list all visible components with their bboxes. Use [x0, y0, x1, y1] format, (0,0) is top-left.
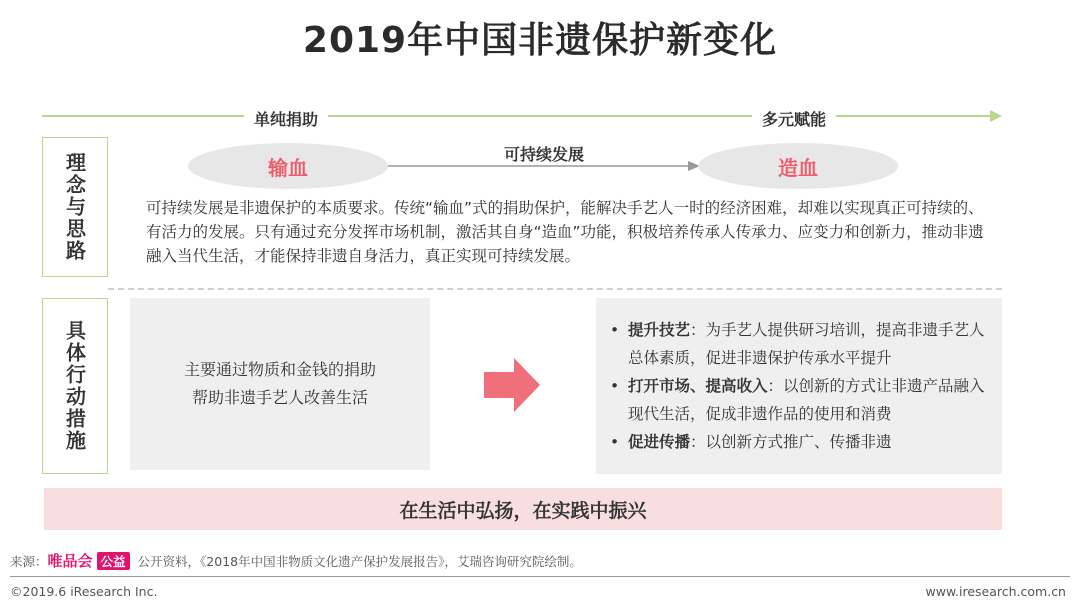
bullet-content [628, 316, 992, 372]
website-link: www.iresearch.com.cn [925, 584, 1066, 599]
source-text: 公开资料，《2018年中国非物质文化遗产保护发展报告》，艾瑞咨询研究院绘制。 [137, 553, 582, 569]
old-approach-box [130, 298, 430, 470]
bullet-text: ：为手艺人提供研习培训，提高非遗手艺人总体素质，促进非遗保护传承水平提升 [628, 321, 985, 367]
bullet-item [610, 428, 992, 456]
bullet-text: ：以创新的方式让非遗产品融入现代生活，促成非遗作品的使用和消费 [628, 377, 985, 423]
bullet-marker: • [610, 377, 620, 395]
stage-right-label: 多元赋能 [752, 107, 836, 130]
bullet-title: 促进传播 [628, 433, 691, 451]
new-approach-box [596, 298, 1002, 474]
bullet-title: 提升技艺 [628, 321, 691, 339]
bullet-marker: • [610, 433, 620, 451]
charity-tag: 公益 [97, 552, 130, 570]
bullet-text: ：以创新方式推广、传播非遗 [690, 433, 892, 451]
bullet-content [628, 372, 992, 428]
bullet-item [610, 316, 992, 372]
old-approach-line-1: 主要通过物质和金钱的捐助 [183, 360, 376, 379]
concept-section-label-box [42, 137, 108, 277]
transition-label: 可持续发展 [503, 145, 584, 164]
hematopoiesis-ellipse: 造血 [698, 143, 898, 189]
bullet-marker: • [610, 321, 620, 339]
bullet-content [628, 428, 892, 456]
footer-divider [10, 576, 1070, 577]
old-approach-line-2: 帮助非遗手艺人改善生活 [191, 388, 368, 407]
concept-paragraph: 可持续发展是非遗保护的本质要求。传统“输血”式的捐助保护，能解决手艺人一时的经济困难，却难以实现真正可持续的、有活力的发展。只有通过充分发挥市场机制，激活其自身“造血”功能，积极培养传承人传承力、应变力和创新力，推动非遗融入当代生活，才能保持非遗自身活力，真正实现可持续发展。 [146, 199, 984, 265]
action-section-label: 具体行动措施 [62, 320, 87, 452]
page-title: 2019年中国非遗保护新变化 [302, 20, 778, 61]
progression-arrow [42, 106, 1002, 126]
section-divider [108, 288, 1002, 290]
copyright: ©2019.6 iResearch Inc. [10, 584, 158, 599]
bullet-title: 打开市场、提高收入 [628, 377, 768, 395]
stage-left-label: 单纯捐助 [244, 107, 328, 130]
source-note [10, 550, 582, 571]
action-section-label-box [42, 298, 108, 474]
vipshop-logo: 唯品会 [47, 552, 93, 570]
transfusion-ellipse: 输血 [188, 143, 388, 189]
summary-banner: 在生活中弘扬，在实践中振兴 [44, 488, 1002, 530]
right-arrow-icon [484, 358, 540, 412]
concept-section-label: 理念与思路 [62, 152, 87, 262]
source-prefix: 来源： [10, 553, 48, 569]
bullet-item [610, 372, 992, 428]
